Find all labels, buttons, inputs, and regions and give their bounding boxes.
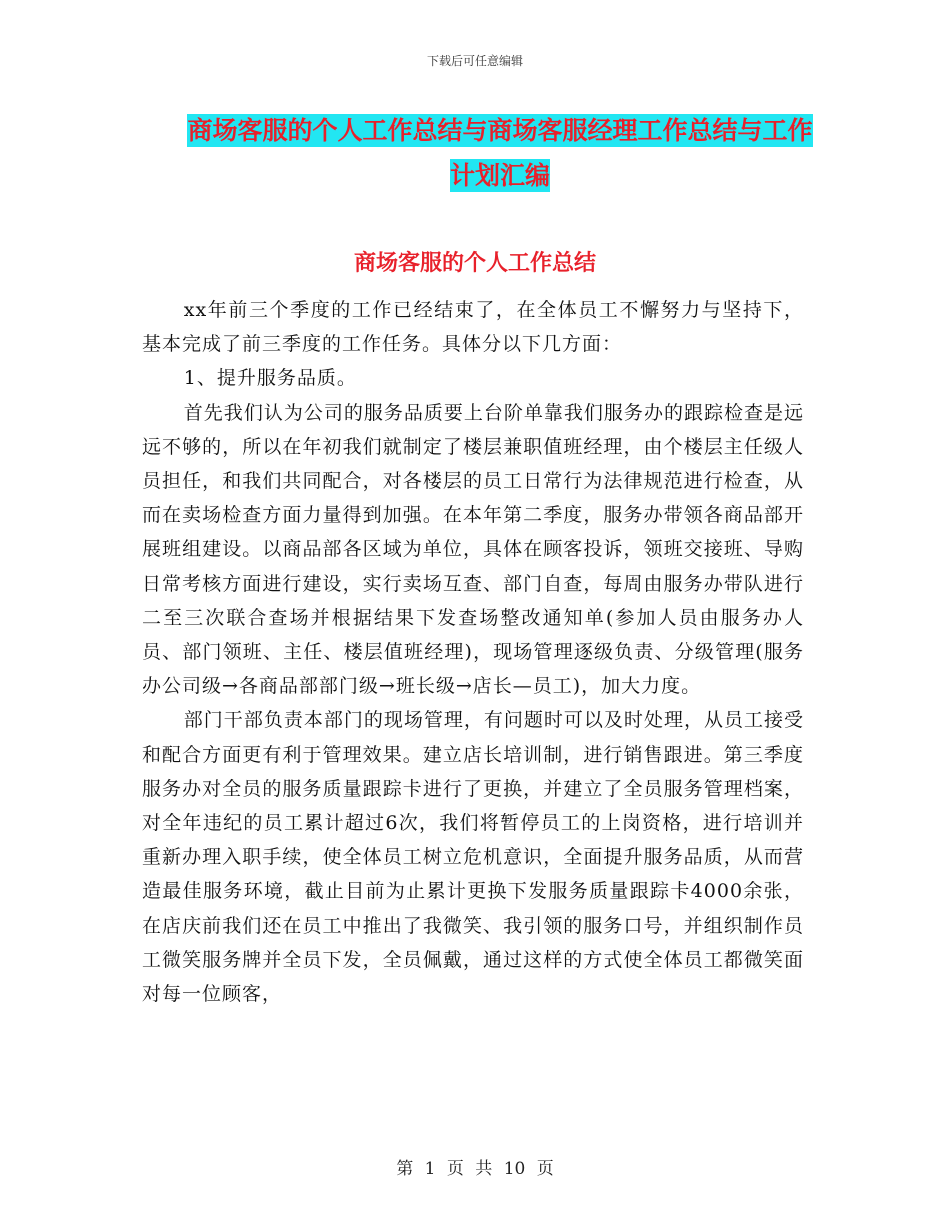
paragraph-intro: xx年前三个季度的工作已经结束了，在全体员工不懈努力与坚持下，基本完成了前三季度的工作任务。具体分以下几方面： [142,299,804,356]
section-title: 商场客服的个人工作总结 [353,251,596,276]
document-title-text: 商场客服的个人工作总结与商场客服经理工作总结与工作计划汇编 [187,116,813,190]
paragraph-heading-1: 1、提升服务品质。 [183,367,357,390]
header-note: 下载后可任意编辑 [426,54,523,68]
paragraph-service-quality: 首先我们认为公司的服务品质要上台阶单靠我们服务办的跟踪检查是远远不够的，所以在年初我们就制定了楼层兼职值班经理，由个楼层主任级人员担任，和我们共同配合，对各楼层的员工日常行为法律规范进行检查，从而在卖场检查方面力量得到加强。在本年第二季度，服务办带领各商品部开展班组建设。以商品部各区域为单位，具体在顾客投诉，领班交接班、导购日常考核方面进行建设，实行卖场互查、部门自查，每周由服务办带队进行二至三次联合查场并根据结果下发查场整改通知单(参加人员由服务办人员、部门领班、主任、楼层值班经理)，现场管理逐级负责、分级管理(服务办公司级→各商品部部门级→班长级→店长—员工)，加大力度。 [142,401,804,698]
document-title [180,108,820,198]
page-footer: 第 1 页 共 10 页 [396,1159,554,1179]
paragraph-department-management: 部门干部负责本部门的现场管理，有问题时可以及时处理，从员工接受和配合方面更有利于管理效果。建立店长培训制，进行销售跟进。第三季度服务办对全员的服务质量跟踪卡进行了更换，并建立了全员服务管理档案，对全年违纪的员工累计超过6次，我们将暂停员工的上岗资格，进行培训并重新办理入职手续，使全体员工树立危机意识，全面提升服务品质，从而营造最佳服务环境，截止目前为止累计更换下发服务质量跟踪卡4000余张，在店庆前我们还在员工中推出了我微笑、我引领的服务口号，并组织制作员工微笑服务牌并全员下发，全员佩戴，通过这样的方式使全体员工都微笑面对每一位顾客， [142,709,804,1006]
document-body [142,293,804,1011]
